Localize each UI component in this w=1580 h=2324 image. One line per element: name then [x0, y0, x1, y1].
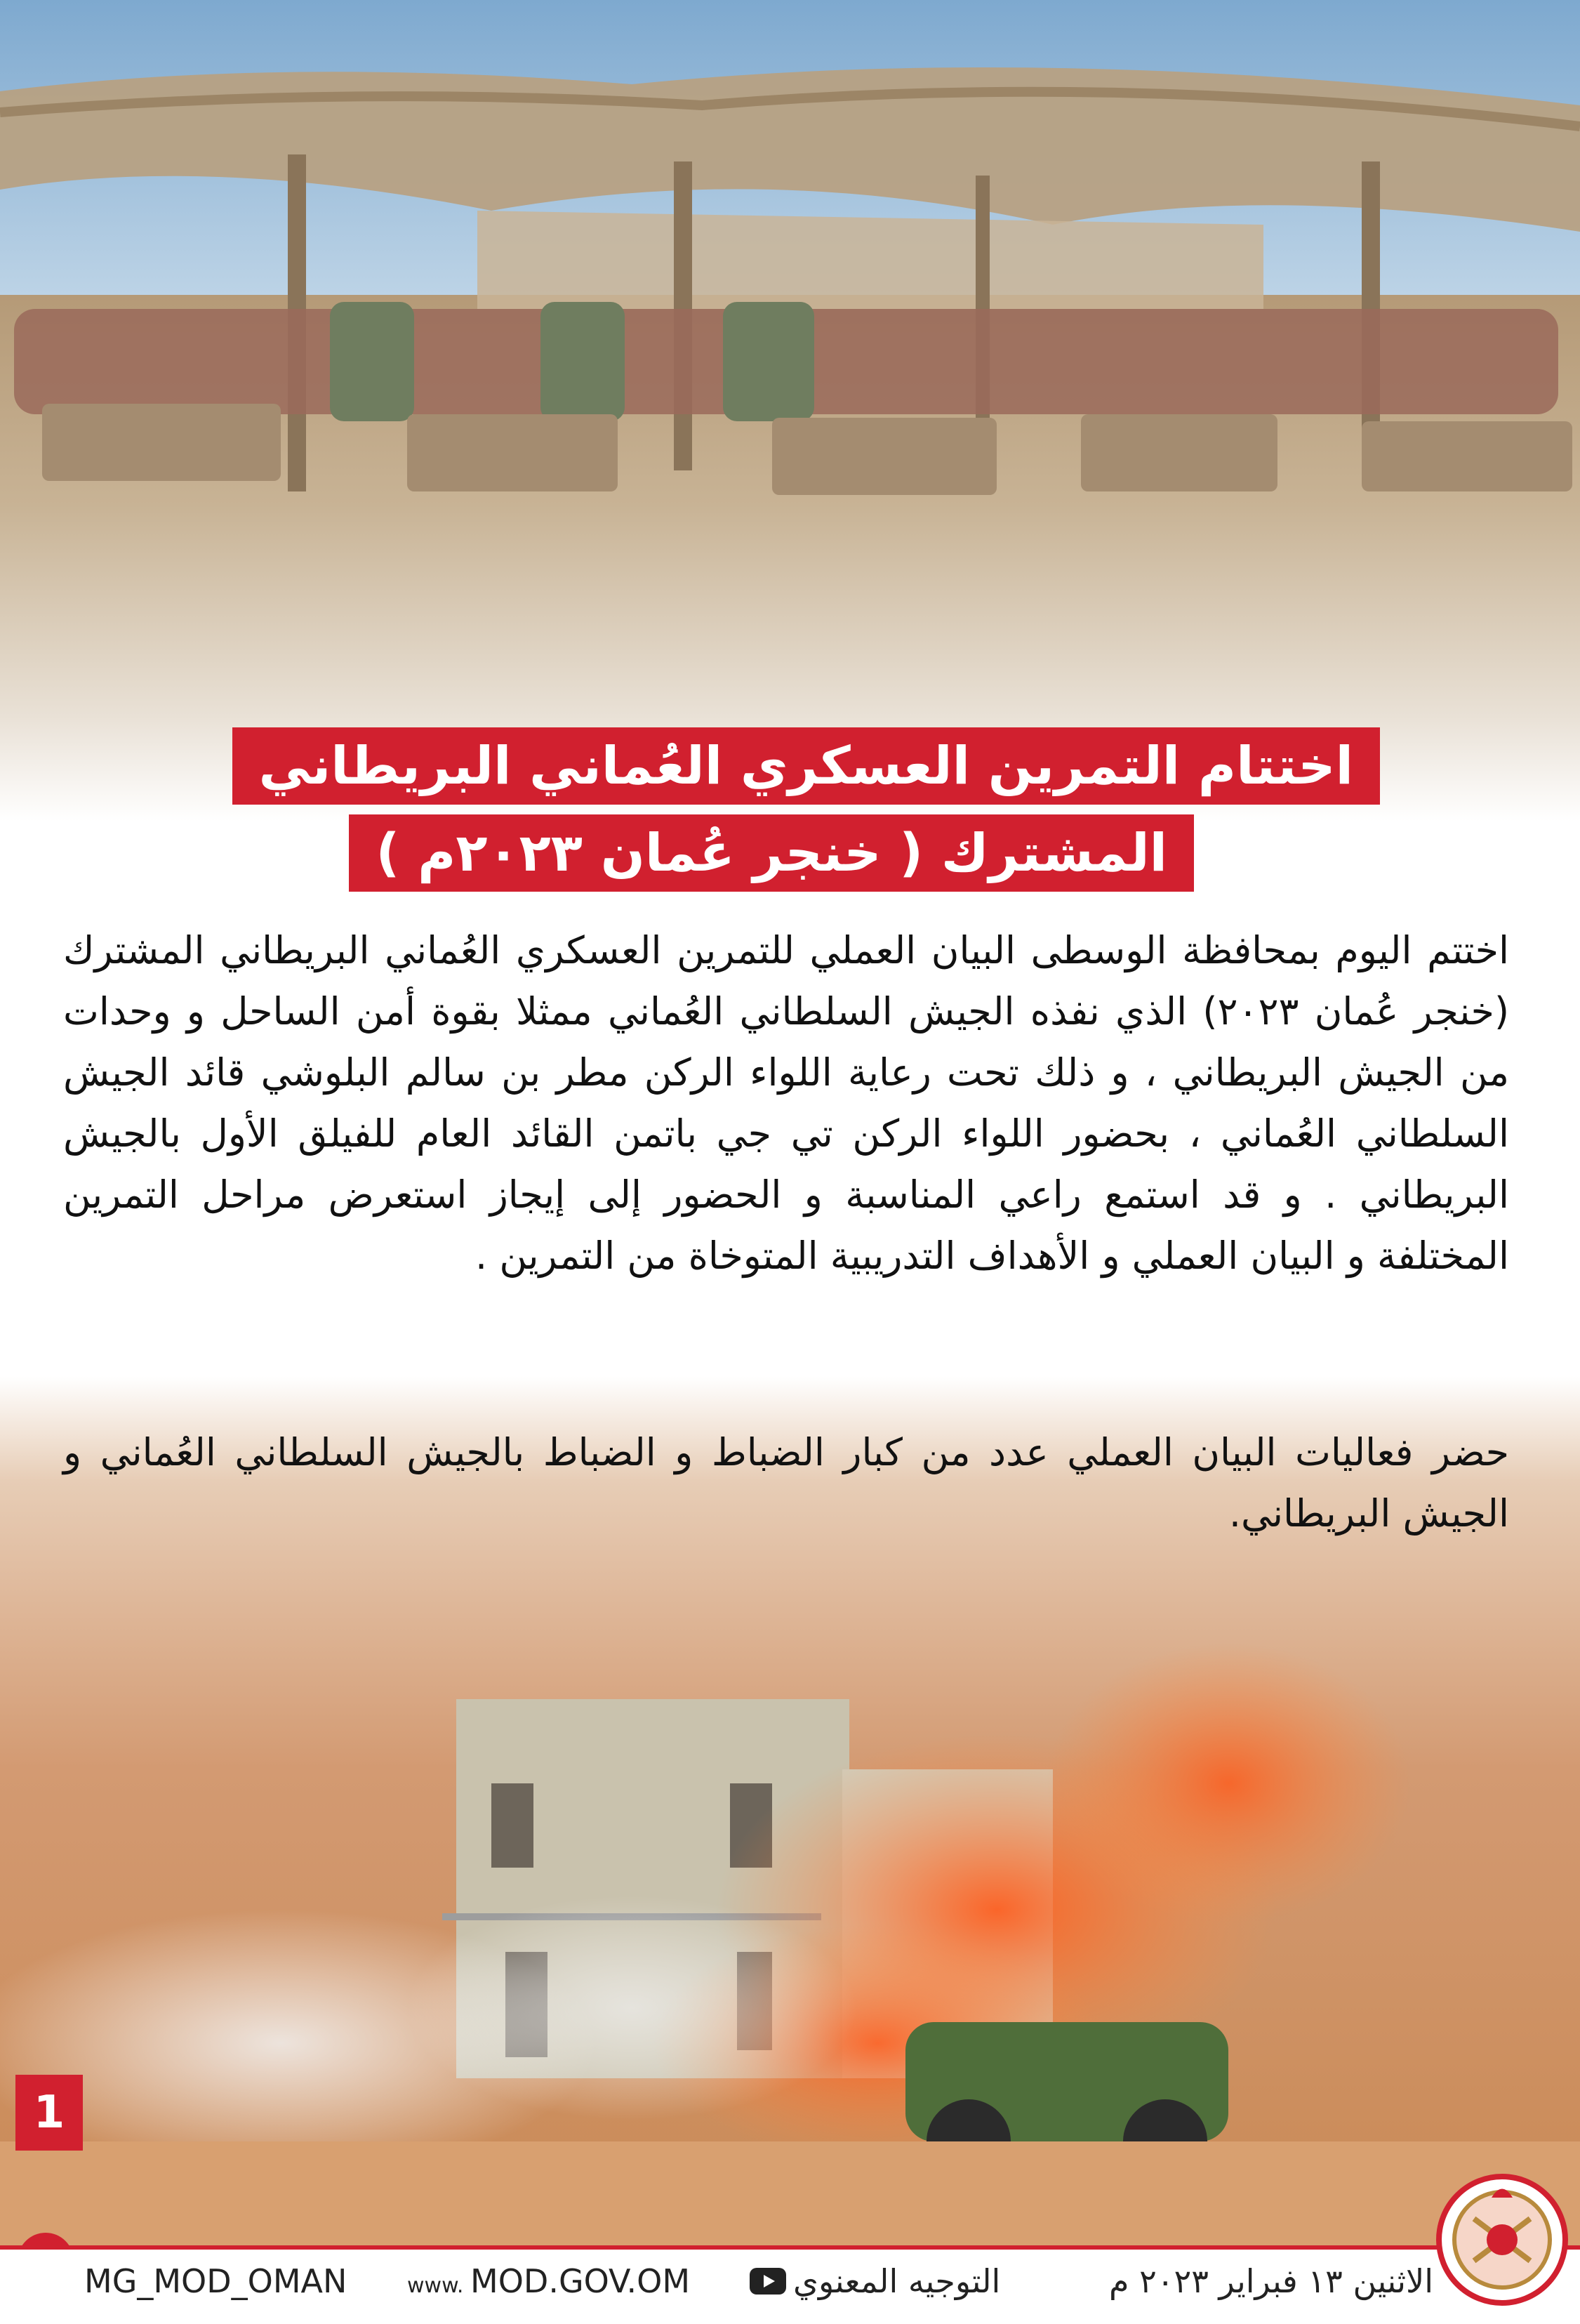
footer-bar: [0, 2245, 1580, 2324]
headline-line-2: المشترك ( خنجر عُمان ٢٠٢٣م ): [349, 814, 1194, 892]
page-number: 1: [15, 2075, 83, 2151]
body-paragraph-2: حضر فعاليات البيان العملي عدد من كبار الضباط و الضباط بالجيش السلطاني العُماني و الجيش البريطاني.: [63, 1430, 1509, 1536]
ministry-emblem-icon: [1432, 2163, 1572, 2310]
body-paragraph-1: اختتم اليوم بمحافظة الوسطى البيان العملي للتمرين العسكري العُماني البريطاني المشترك (خنجر عُمان ٢٠٢٣) الذي نفذه الجيش السلطاني العُماني ممثلا بقوة أمن الساحل و وحدات من الجيش البريطاني ، و ذلك تحت رعاية اللواء الركن مطر بن سالم البلوشي قائد الجيش السلطاني العُماني ، بحضور اللواء الركن تي جي باتمن القائد العام للفيلق الأول بالجيش البريطاني . و قد استمع راعي المناسبة و الحضور إلى إيجاز استعرض مراحل التمرين المختلفة و البيان العملي و الأهداف التدريبية المتوخاة من التمرين .: [63, 928, 1510, 1278]
headline-line-1: اختتام التمرين العسكري العُماني البريطاني: [232, 727, 1380, 805]
www-label: www.: [407, 2273, 464, 2298]
canopy-scene: [0, 0, 1580, 821]
department-name: التوجيه المعنوي: [793, 2262, 1001, 2300]
youtube-icon[interactable]: [750, 2268, 786, 2295]
social-handle[interactable]: MG_MOD_OMAN: [84, 2262, 347, 2300]
top-photo: [0, 0, 1580, 821]
publish-date: الاثنين ١٣ فبراير ٢٠٢٣ م: [1109, 2262, 1434, 2300]
website-link[interactable]: MOD.GOV.OM: [470, 2262, 691, 2300]
